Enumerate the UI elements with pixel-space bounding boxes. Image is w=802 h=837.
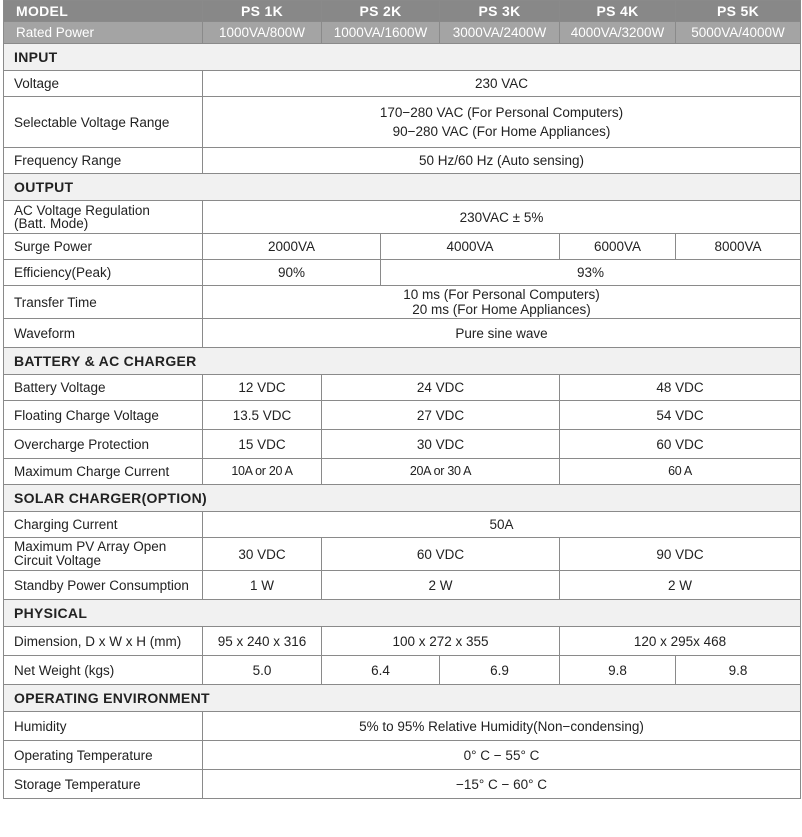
cell-value: 90 VDC (560, 538, 801, 571)
row-label: Net Weight (kgs) (4, 656, 203, 685)
section-environment (4, 685, 801, 712)
cell-value: 2 W (322, 571, 560, 600)
transfer-line-2: 20 ms (For Home Appliances) (412, 302, 591, 317)
rated-power-label: Rated Power (4, 22, 203, 44)
cell-value: 230 VAC (203, 71, 801, 97)
row-label: Dimension, D x W x H (mm) (4, 627, 203, 656)
cell-value: Pure sine wave (203, 319, 801, 348)
rated-ps2k: 1000VA/1600W (322, 22, 440, 44)
cell-value: 10A or 20 A (203, 459, 322, 485)
cell-value: 48 VDC (560, 375, 801, 401)
cell-value (203, 97, 801, 148)
table-row (4, 375, 801, 401)
row-label (4, 201, 203, 234)
table-row (4, 286, 801, 319)
table-row (4, 571, 801, 600)
cell-value: 2000VA (203, 234, 381, 260)
section-physical (4, 600, 801, 627)
rated-ps3k: 3000VA/2400W (440, 22, 560, 44)
row-label: Selectable Voltage Range (4, 97, 203, 148)
cell-value: 13.5 VDC (203, 401, 322, 430)
row-label: Overcharge Protection (4, 430, 203, 459)
table-row (4, 430, 801, 459)
cell-value: 95 x 240 x 316 (203, 627, 322, 656)
cell-value: 27 VDC (322, 401, 560, 430)
cell-value: 6.9 (440, 656, 560, 685)
model-ps1k: PS 1K (203, 1, 322, 22)
table-row (4, 234, 801, 260)
row-label: Voltage (4, 71, 203, 97)
cell-value: 50A (203, 512, 801, 538)
row-label: Waveform (4, 319, 203, 348)
section-output (4, 174, 801, 201)
section-solar (4, 485, 801, 512)
cell-value: 100 x 272 x 355 (322, 627, 560, 656)
row-label: Battery Voltage (4, 375, 203, 401)
cell-value: 60 VDC (322, 538, 560, 571)
cell-value (203, 286, 801, 319)
table-row (4, 538, 801, 571)
cell-value: 54 VDC (560, 401, 801, 430)
cell-value: 50 Hz/60 Hz (Auto sensing) (203, 148, 801, 174)
table-row (4, 201, 801, 234)
cell-value: 9.8 (560, 656, 676, 685)
rated-ps5k: 5000VA/4000W (676, 22, 801, 44)
cell-value: 6.4 (322, 656, 440, 685)
row-label: Surge Power (4, 234, 203, 260)
row-label: Floating Charge Voltage (4, 401, 203, 430)
cell-value: 93% (381, 260, 801, 286)
table-row (4, 627, 801, 656)
row-label: Frequency Range (4, 148, 203, 174)
cell-value: 230VAC ± 5% (203, 201, 801, 234)
reg-label-line-1: AC Voltage Regulation (14, 203, 150, 218)
table-row (4, 401, 801, 430)
cell-value: 30 VDC (203, 538, 322, 571)
row-label: Charging Current (4, 512, 203, 538)
cell-value: 2 W (560, 571, 801, 600)
model-ps4k: PS 4K (560, 1, 676, 22)
rated-ps4k: 4000VA/3200W (560, 22, 676, 44)
range-line-1: 170−280 VAC (For Personal Computers) (379, 105, 624, 120)
cell-value: −15° C − 60° C (203, 770, 801, 799)
table-row (4, 712, 801, 741)
table-row (4, 71, 801, 97)
section-title: SOLAR CHARGER(OPTION) (4, 485, 801, 512)
cell-value: 5% to 95% Relative Humidity(Non−condensing) (203, 712, 801, 741)
cell-value: 120 x 295x 468 (560, 627, 801, 656)
cell-value: 0° C − 55° C (203, 741, 801, 770)
model-ps5k: PS 5K (676, 1, 801, 22)
row-label: Efficiency(Peak) (4, 260, 203, 286)
cell-value: 60 A (560, 459, 801, 485)
section-title: OUTPUT (4, 174, 801, 201)
cell-value: 6000VA (560, 234, 676, 260)
range-line-2: 90−280 VAC (For Home Appliances) (392, 124, 611, 139)
cell-value: 1 W (203, 571, 322, 600)
cell-value: 8000VA (676, 234, 801, 260)
rated-power-row (4, 22, 801, 44)
row-label: Standby Power Consumption (4, 571, 203, 600)
row-label: Maximum Charge Current (4, 459, 203, 485)
section-title: PHYSICAL (4, 600, 801, 627)
table-row (4, 770, 801, 799)
pv-label-line-1: Maximum PV Array Open (14, 539, 167, 554)
row-label (4, 538, 203, 571)
row-label: Operating Temperature (4, 741, 203, 770)
section-title: OPERATING ENVIRONMENT (4, 685, 801, 712)
cell-value: 90% (203, 260, 381, 286)
model-label: MODEL (4, 1, 203, 22)
table-row (4, 512, 801, 538)
table-row (4, 319, 801, 348)
table-row (4, 656, 801, 685)
table-row (4, 459, 801, 485)
model-ps3k: PS 3K (440, 1, 560, 22)
cell-value: 12 VDC (203, 375, 322, 401)
table-row (4, 260, 801, 286)
model-ps2k: PS 2K (322, 1, 440, 22)
transfer-line-1: 10 ms (For Personal Computers) (403, 287, 600, 302)
table-row (4, 97, 801, 148)
cell-value: 9.8 (676, 656, 801, 685)
model-header-row (4, 1, 801, 22)
cell-value: 4000VA (381, 234, 560, 260)
row-label: Storage Temperature (4, 770, 203, 799)
section-title: BATTERY & AC CHARGER (4, 348, 801, 375)
row-label: Humidity (4, 712, 203, 741)
cell-value: 60 VDC (560, 430, 801, 459)
spec-table (3, 0, 801, 799)
cell-value: 5.0 (203, 656, 322, 685)
table-row (4, 741, 801, 770)
table-row (4, 148, 801, 174)
section-title: INPUT (4, 44, 801, 71)
cell-value: 20A or 30 A (322, 459, 560, 485)
section-battery (4, 348, 801, 375)
pv-label-line-2: Circuit Voltage (14, 553, 102, 568)
cell-value: 30 VDC (322, 430, 560, 459)
cell-value: 24 VDC (322, 375, 560, 401)
row-label: Transfer Time (4, 286, 203, 319)
cell-value: 15 VDC (203, 430, 322, 459)
rated-ps1k: 1000VA/800W (203, 22, 322, 44)
section-input (4, 44, 801, 71)
reg-label-line-2: (Batt. Mode) (14, 216, 89, 231)
